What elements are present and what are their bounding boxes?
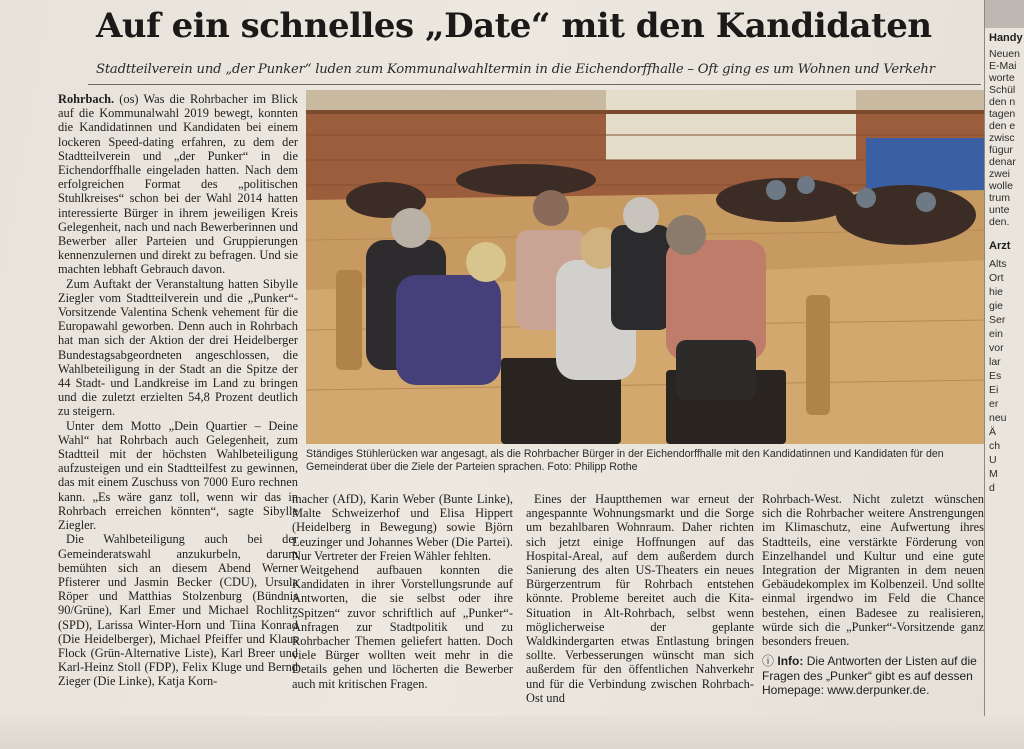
adjacent-line: Ort	[989, 272, 1004, 284]
adjacent-line: worte	[989, 72, 1015, 84]
article-photo	[306, 90, 988, 444]
adjacent-line: hie	[989, 286, 1004, 298]
adjacent-line: denar	[989, 156, 1016, 168]
adjacent-line: Alts	[989, 258, 1007, 270]
adjacent-line: Schül	[989, 84, 1016, 96]
adjacent-line: gie	[989, 300, 1004, 312]
adjacent-line: tagen	[989, 108, 1016, 120]
adjacent-line: Ei	[989, 384, 999, 396]
adjacent-line: den.	[989, 216, 1010, 228]
article-paragraph: macher (AfD), Karin Weber (Bunte Linke), Malte Schweizerhof und Elisa Hippert (Heidelberg in Bewegung) sowie Björn Leuzinger und Johannes Weber (Die Partei). Nur Vertreter der Freien Wähler fehlten.	[292, 492, 513, 563]
subheadline: Stadtteilverein und „der Punker“ luden zum Kommunalwahltermin in die Eichendorffhalle – Oft ging es um Wohnen und Verkehr	[96, 62, 935, 77]
article-paragraph: Zum Auftakt der Veranstaltung hatten Sibylle Ziegler vom Stadtteilverein und die „Punker“-Vorsitzende Valentina Schenk vehement für die Europawahl geworben. Denn auch in Rohrbach hat man sich der Aktion der drei Heidelberger Bundestagsabgeordneten angeschlossen, die Wahlbeteiligung in der Stadt an die Spitze der 44 Stadt- und Landkreise im Land zu bringen und die zuletzt erzielten 54,8 Prozent deutlich zu steigern.	[58, 276, 298, 419]
adjacent-line: lar	[989, 356, 1001, 368]
adjacent-line: d	[989, 482, 995, 494]
adjacent-line: zwei	[989, 168, 1011, 180]
adjacent-line: M	[989, 468, 998, 480]
article-paragraph: Weitgehend aufbauen konnten die Kandidaten in ihrer Vorstellungsrunde auf Antworten, die sie selbst oder ihre „Spitzen“ zuvor schriftlich auf „Punker“-Anfragen zur Stadtpolitik und zu Rohrbacher Themen geliefert hatten. Doch viele Bürger wollten weit mehr in die Details gehen und löcherten die Bewerber auch mit kritischen Fragen.	[292, 563, 513, 691]
adjacent-line: U	[989, 454, 997, 466]
adjacent-line: Ä	[989, 426, 997, 438]
photo-caption: Ständiges Stühlerücken war angesagt, als die Rohrbacher Bürger in der Eichendorffhalle mit den Kandidatinnen und Kandidaten für den Gemeinderat über die Ziele der Parteien sprachen. Foto: Philipp Rothe	[306, 448, 944, 473]
info-box	[762, 654, 984, 698]
adjacent-line: ein	[989, 328, 1004, 340]
adjacent-headline-1: Handy	[989, 32, 1023, 44]
info-text: Die Antworten der Listen auf die Fragen des „Punker“ gibt es auf dessen Homepage: www.derpunker.de.	[762, 654, 977, 698]
adjacent-article-strip	[984, 0, 1024, 749]
article-paragraph: Unter dem Motto „Dein Quartier – Deine Wahl“ hat Rohrbach auch Gelegenheit, zum Stadtteil mit der höchsten Wahlbeteiligung aufzusteigen und ein Stadtteilfest zu gewinnen, das mit einem Zuschuss von 7000 Euro rechnen kann. „Es wäre ganz toll, wenn wir das in Rohrbach erreichen könnten“, sagte Sibylle Ziegler.	[58, 418, 298, 533]
adjacent-line: wolle	[989, 180, 1013, 192]
adjacent-line: unte	[989, 204, 1010, 216]
adjacent-line: fügur	[989, 144, 1013, 156]
info-icon: ⓘ	[762, 654, 775, 669]
adjacent-line: vor	[989, 342, 1004, 354]
adjacent-line: den e	[989, 120, 1016, 132]
adjacent-header-bar	[985, 0, 1024, 28]
adjacent-line: E-Mai	[989, 60, 1017, 72]
article-paragraph: Rohrbach. (os) Was die Rohrbacher im Blick auf die Kommunalwahl 2019 bewegt, konnten die Kandidatinnen und Kandidaten bei einem lockeren Speed-dating erfahren, zu dem der Stadtteilverein und „der Punker“ in die Eichendorffhalle eingeladen hatten. Nach dem erfolgreichen Format des „politischen Stuhlkreises“ schon bei der Wahl 2014 hatten interessierte Bürger in ihrem jeweiligen Kreis Gelegenheit, nach und nach Bewerberinnen und Bewerber aller Parteien und Gruppierungen kennenzulernen und direkt zu befragen. Und sie machten lebhaft Gebrauch davon.	[58, 92, 298, 277]
article-column-3	[526, 492, 754, 705]
headline-rule	[88, 84, 981, 85]
article-paragraph: Eines der Hauptthemen war erneut der angespannte Wohnungsmarkt und die Sorge um bezahlbaren Wohnraum. Daher richten sich jetzt einige Hoffnungen auf das Hospital-Areal, auf dem außerdem durch Sanierung des alten US-Theaters ein neues Bürgerzentrum für Rohrbach entstehen könnte. Probleme bereitet auch die Kita-Situation in Alt-Rohrbach, selbst wenn möglicherweise der geplante Waldkindergarten etwas Entlastung bringen sollte. Verbesserungen wünscht man sich außerdem für den öffentlichen Nahverkehr und für die Verbindung zwischen Rohrbach-Ost und	[526, 492, 754, 705]
adjacent-headline-2: Arzt	[989, 240, 1011, 252]
adjacent-line: Ser	[989, 314, 1006, 326]
article-column-1	[58, 92, 298, 689]
page-bottom-edge	[0, 716, 1024, 749]
photo-illustration	[306, 90, 988, 444]
article-paragraph: Rohrbach-West. Nicht zuletzt wünschen sich die Rohrbacher weitere Anstrengungen im Klimaschutz, eine Aufwertung ihres Stadtteils, eine verstärkte Förderung von Einzelhandel und Kultur und eine gute Integration der Migranten in dem neuen Gebäudekomplex im Kolbenzeil. Und sollte einmal irgendwo im Feld die Chance bestehen, einen Badesee zu realisieren, würde sich die „Punker“-Vorsitzende ganz besonders freuen.	[762, 492, 984, 649]
adjacent-line: Es	[989, 370, 1002, 382]
adjacent-line: den n	[989, 96, 1016, 108]
headline: Auf ein schnelles „Date“ mit den Kandidaten	[96, 6, 932, 46]
adjacent-line: neu	[989, 412, 1007, 424]
adjacent-line: trum	[989, 192, 1010, 204]
article-column-2	[292, 492, 513, 691]
dateline: Rohrbach.	[58, 92, 115, 106]
adjacent-line: zwisc	[989, 132, 1015, 144]
info-label: Info:	[777, 654, 804, 669]
article-column-4	[762, 492, 984, 698]
adjacent-line: ch	[989, 440, 1001, 452]
article-paragraph: Die Wahlbeteiligung auch bei der Gemeinderatswahl anzukurbeln, darum bemühten sich an diesem Abend Werner Pfisterer und Jasmin Becker (CDU), Ursula Röper und Matthias Stolzenburg (Bündnis 90/Grüne), Karl Emer und Michael Rochlitz (SPD), Larissa Winter-Horn und Tiina Konrad (Die Heidelberger), Michael Pfeiffer und Klaus Flock (Grün-Alternative Liste), Karl Breer und Karl-Heinz Stoll (FDP), Felix Kluge und Bernd Zieger (Die Linke), Katja Korn-	[58, 532, 298, 689]
adjacent-line: er	[989, 398, 999, 410]
adjacent-line: Neuen	[989, 48, 1020, 60]
